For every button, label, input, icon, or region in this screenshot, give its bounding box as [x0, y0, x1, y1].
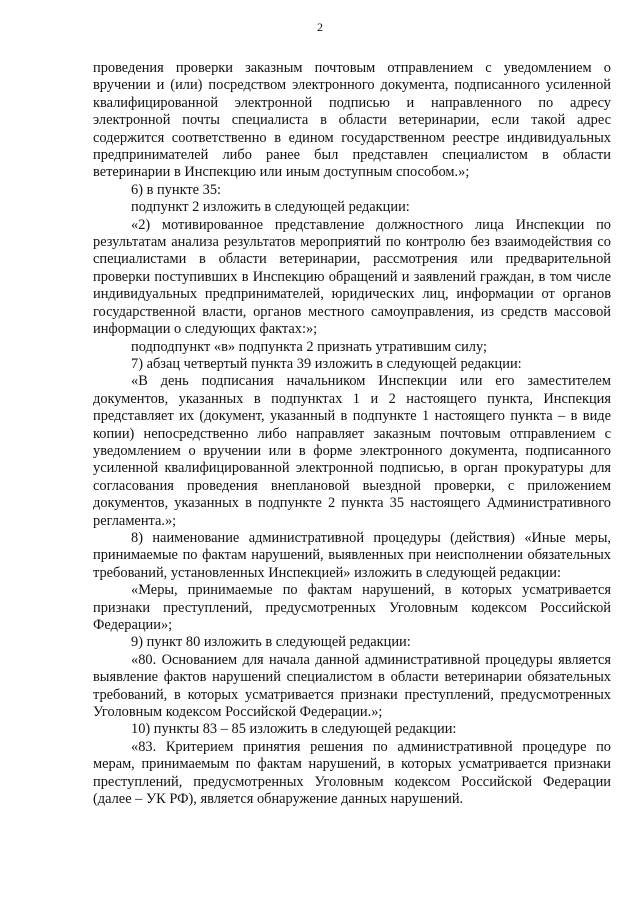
paragraph-subsubitem-v: подподпункт «в» подпункта 2 признать утратившим силу; — [131, 338, 487, 355]
paragraph-measures-title: «Меры, принимаемые по фактам нарушений, в которых усматривается признаки преступлений, предусмотренных Уголовным кодексом Российской Федерации»; — [93, 582, 611, 633]
document-body — [93, 60, 611, 808]
paragraph-item-39-text: «В день подписания начальником Инспекции или его заместителем документов, указанных в подпунктах 1 и 2 настоящего пункта, Инспекция представляет их (документ, указанный в подпункте 1 настоящего пункта – в виде копии) непосредственно либо направляет заказным почтовым отправлением с уведомлением о вручении или в форме электронного документа, подписанного усиленной квалифицированной электронной подписью, в орган прокуратуры для согласования проведения внеплановой выездной проверки, с приложением документов, указанных в подпункте 2 пункта 35 настоящего Административного регламента.»; — [93, 373, 611, 529]
paragraph-continuation: проведения проверки заказным почтовым отправлением с уведомлением о вручении и (или) посредством электронного документа, подписанного усиленной квалифицированной электронной подписью и направленного по адресу электронной почты специалиста в области ветеринарии, если такой адрес содержится соответственно в едином государственном реестре индивидуальных предпринимателей либо ранее был представлен специалистом в области ветеринарии в Инспекцию или иным доступным способом.»; — [93, 60, 611, 181]
page-number: 2 — [317, 20, 323, 34]
paragraph-item-83-text: «83. Критерием принятия решения по административной процедуре по мерам, принимаемым по фактам нарушений, в которых усматривается признаки преступлений, предусмотренных Уголовным кодексом Российской Федерации (далее – УК РФ), является обнаружение данных нарушений. — [93, 738, 611, 808]
paragraph-item-7: 7) абзац четвертый пункта 39 изложить в следующей редакции: — [131, 355, 522, 372]
paragraph-item-10: 10) пункты 83 – 85 изложить в следующей редакции: — [131, 721, 457, 738]
paragraph-item-9: 9) пункт 80 изложить в следующей редакции: — [131, 634, 411, 651]
paragraph-subitem-2-instruction: подпункт 2 изложить в следующей редакции: — [131, 199, 410, 216]
paragraph-item-6: 6) в пункте 35: — [131, 181, 222, 198]
paragraph-subitem-2-text: «2) мотивированное представление должностного лица Инспекции по результатам анализа результатов мероприятий по контролю без взаимодействия со специалистами в области ветеринарии, рассмотрения или предварительной проверки поступивших в Инспекцию обращений и заявлений граждан, в том числе индивидуальных предпринимателей, юридических лиц, информации от органов государственной власти, органов местного самоуправления, из средств массовой информации о следующих фактах:»; — [93, 216, 611, 338]
paragraph-item-80-text: «80. Основанием для начала данной административной процедуры является выявление фактов нарушений специалистом в области ветеринарии обязательных требований, в которых усматривается признаки преступлений, предусмотренных Уголовным кодексом Российской Федерации.»; — [93, 651, 611, 721]
paragraph-item-8: 8) наименование административной процедуры (действия) «Иные меры, принимаемые по фактам нарушений, выявленных при неисполнении обязательных требований, установленных Инспекцией» изложить в следующей редакции: — [93, 529, 611, 581]
